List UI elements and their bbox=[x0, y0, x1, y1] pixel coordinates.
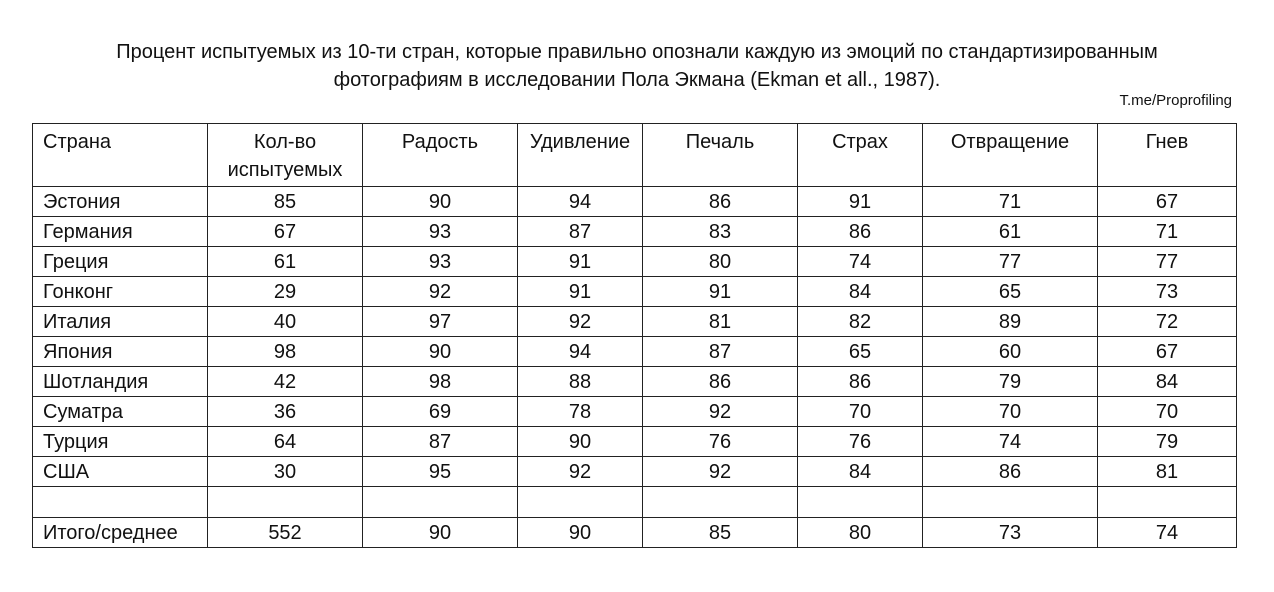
header-participants: Кол-во испытуемых bbox=[208, 124, 363, 187]
table-row bbox=[33, 247, 1237, 277]
cell-fear: 74 bbox=[798, 247, 923, 277]
cell-disgust: 61 bbox=[923, 217, 1098, 247]
total-disgust: 73 bbox=[923, 518, 1098, 548]
cell-disgust: 74 bbox=[923, 427, 1098, 457]
cell-fear: 82 bbox=[798, 307, 923, 337]
cell-sadness: 87 bbox=[643, 337, 798, 367]
cell-participants: 42 bbox=[208, 367, 363, 397]
table-row bbox=[33, 307, 1237, 337]
empty-cell bbox=[208, 487, 363, 518]
table-empty-row bbox=[33, 487, 1237, 518]
cell-country: Италия bbox=[33, 307, 208, 337]
table-row bbox=[33, 427, 1237, 457]
cell-surprise: 88 bbox=[518, 367, 643, 397]
cell-joy: 93 bbox=[363, 217, 518, 247]
table-row bbox=[33, 457, 1237, 487]
table-row bbox=[33, 337, 1237, 367]
table-total-row bbox=[33, 518, 1237, 548]
cell-anger: 71 bbox=[1098, 217, 1237, 247]
cell-surprise: 94 bbox=[518, 187, 643, 217]
cell-sadness: 80 bbox=[643, 247, 798, 277]
cell-joy: 69 bbox=[363, 397, 518, 427]
empty-cell bbox=[643, 487, 798, 518]
cell-surprise: 94 bbox=[518, 337, 643, 367]
cell-joy: 98 bbox=[363, 367, 518, 397]
cell-sadness: 92 bbox=[643, 397, 798, 427]
emotion-recognition-table bbox=[32, 123, 1237, 548]
cell-fear: 70 bbox=[798, 397, 923, 427]
cell-country: Эстония bbox=[33, 187, 208, 217]
cell-surprise: 92 bbox=[518, 307, 643, 337]
cell-surprise: 78 bbox=[518, 397, 643, 427]
cell-joy: 92 bbox=[363, 277, 518, 307]
cell-fear: 86 bbox=[798, 367, 923, 397]
header-sadness: Печаль bbox=[643, 124, 798, 187]
table-row bbox=[33, 187, 1237, 217]
cell-sadness: 91 bbox=[643, 277, 798, 307]
cell-country: Германия bbox=[33, 217, 208, 247]
header-joy: Радость bbox=[363, 124, 518, 187]
cell-country: Япония bbox=[33, 337, 208, 367]
header-surprise: Удивление bbox=[518, 124, 643, 187]
cell-participants: 98 bbox=[208, 337, 363, 367]
total-surprise: 90 bbox=[518, 518, 643, 548]
cell-country: Суматра bbox=[33, 397, 208, 427]
cell-anger: 84 bbox=[1098, 367, 1237, 397]
cell-disgust: 77 bbox=[923, 247, 1098, 277]
cell-fear: 91 bbox=[798, 187, 923, 217]
cell-surprise: 87 bbox=[518, 217, 643, 247]
empty-cell bbox=[33, 487, 208, 518]
cell-surprise: 91 bbox=[518, 277, 643, 307]
table-row bbox=[33, 217, 1237, 247]
cell-disgust: 65 bbox=[923, 277, 1098, 307]
cell-participants: 67 bbox=[208, 217, 363, 247]
cell-participants: 64 bbox=[208, 427, 363, 457]
empty-cell bbox=[363, 487, 518, 518]
cell-country: США bbox=[33, 457, 208, 487]
header-disgust: Отвращение bbox=[923, 124, 1098, 187]
cell-surprise: 92 bbox=[518, 457, 643, 487]
cell-participants: 29 bbox=[208, 277, 363, 307]
cell-anger: 70 bbox=[1098, 397, 1237, 427]
cell-surprise: 91 bbox=[518, 247, 643, 277]
cell-sadness: 81 bbox=[643, 307, 798, 337]
cell-anger: 67 bbox=[1098, 187, 1237, 217]
cell-country: Турция bbox=[33, 427, 208, 457]
cell-participants: 85 bbox=[208, 187, 363, 217]
cell-anger: 67 bbox=[1098, 337, 1237, 367]
title-line-2: фотографиям в исследовании Пола Экмана (Ekman et all., 1987). bbox=[333, 69, 941, 91]
total-participants: 552 bbox=[208, 518, 363, 548]
cell-disgust: 79 bbox=[923, 367, 1098, 397]
empty-cell bbox=[923, 487, 1098, 518]
cell-country: Шотландия bbox=[33, 367, 208, 397]
title-line-1: Процент испытуемых из 10-ти стран, которые правильно опознали каждую из эмоций по стандартизированным bbox=[116, 41, 1158, 63]
cell-sadness: 76 bbox=[643, 427, 798, 457]
cell-anger: 79 bbox=[1098, 427, 1237, 457]
page-title bbox=[0, 38, 1274, 94]
cell-surprise: 90 bbox=[518, 427, 643, 457]
total-label: Итого/среднее bbox=[33, 518, 208, 548]
cell-sadness: 83 bbox=[643, 217, 798, 247]
total-sadness: 85 bbox=[643, 518, 798, 548]
cell-country: Греция bbox=[33, 247, 208, 277]
total-fear: 80 bbox=[798, 518, 923, 548]
cell-sadness: 86 bbox=[643, 367, 798, 397]
cell-anger: 73 bbox=[1098, 277, 1237, 307]
table-row bbox=[33, 367, 1237, 397]
total-anger: 74 bbox=[1098, 518, 1237, 548]
cell-participants: 36 bbox=[208, 397, 363, 427]
table-row bbox=[33, 277, 1237, 307]
cell-fear: 65 bbox=[798, 337, 923, 367]
header-fear: Страх bbox=[798, 124, 923, 187]
cell-anger: 77 bbox=[1098, 247, 1237, 277]
cell-sadness: 86 bbox=[643, 187, 798, 217]
table-row bbox=[33, 397, 1237, 427]
header-country: Страна bbox=[33, 124, 208, 187]
cell-joy: 95 bbox=[363, 457, 518, 487]
cell-anger: 72 bbox=[1098, 307, 1237, 337]
cell-participants: 30 bbox=[208, 457, 363, 487]
cell-sadness: 92 bbox=[643, 457, 798, 487]
source-label: T.me/Proprofiling bbox=[1119, 92, 1232, 109]
cell-disgust: 86 bbox=[923, 457, 1098, 487]
cell-fear: 86 bbox=[798, 217, 923, 247]
cell-joy: 93 bbox=[363, 247, 518, 277]
table-header-row bbox=[33, 124, 1237, 187]
cell-joy: 90 bbox=[363, 337, 518, 367]
cell-participants: 40 bbox=[208, 307, 363, 337]
cell-disgust: 70 bbox=[923, 397, 1098, 427]
cell-country: Гонконг bbox=[33, 277, 208, 307]
empty-cell bbox=[1098, 487, 1237, 518]
empty-cell bbox=[798, 487, 923, 518]
cell-joy: 87 bbox=[363, 427, 518, 457]
cell-fear: 84 bbox=[798, 277, 923, 307]
cell-disgust: 71 bbox=[923, 187, 1098, 217]
cell-joy: 97 bbox=[363, 307, 518, 337]
cell-fear: 76 bbox=[798, 427, 923, 457]
cell-participants: 61 bbox=[208, 247, 363, 277]
cell-joy: 90 bbox=[363, 187, 518, 217]
cell-fear: 84 bbox=[798, 457, 923, 487]
cell-disgust: 60 bbox=[923, 337, 1098, 367]
total-joy: 90 bbox=[363, 518, 518, 548]
header-anger: Гнев bbox=[1098, 124, 1237, 187]
empty-cell bbox=[518, 487, 643, 518]
cell-disgust: 89 bbox=[923, 307, 1098, 337]
cell-anger: 81 bbox=[1098, 457, 1237, 487]
